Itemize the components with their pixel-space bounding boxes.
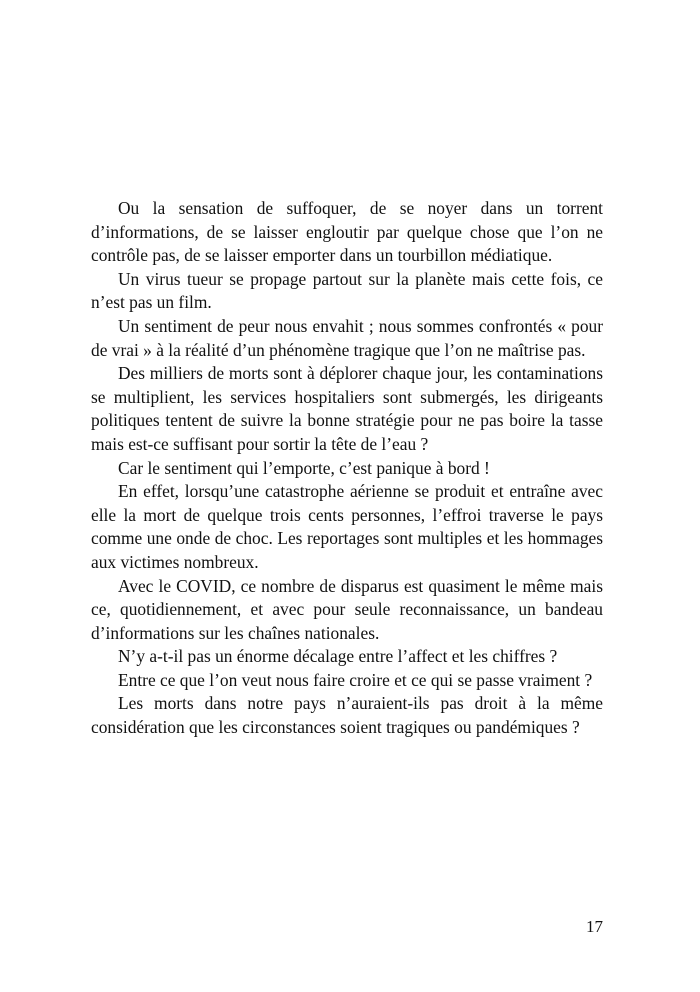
paragraph: N’y a-t-il pas un énorme décalage entre l’affect et les chiffres ? — [118, 646, 558, 667]
paragraph: Un sentiment de peur nous envahit ; nous sommes confrontés « pour de vrai » à la réalité d’un phénomène tragique que l’on ne maîtrise pas. — [91, 315, 603, 360]
page-number: 17 — [586, 917, 603, 936]
paragraph: Avec le COVID, ce nombre de disparus est quasiment le même mais ce, quotidiennement, et avec pour seule reconnaissance, un bandeau d’informations sur les chaînes nationales. — [91, 575, 603, 643]
body-text — [91, 197, 603, 740]
paragraph: Des milliers de morts sont à déplorer chaque jour, les contaminations se multiplient, les services hospitaliers sont submergés, les dirigeants politiques tentent de suivre la bonne stratégie pour ne pas boire la tasse mais est-ce suffisant pour sortir la tête de l’eau ? — [91, 363, 603, 454]
paragraph: En effet, lorsqu’une catastrophe aérienne se produit et entraîne avec elle la mort de quelque trois cents personnes, l’effroi traverse le pays comme une onde de choc. Les reportages sont multiples et les hommages aux victimes nombreux. — [91, 481, 603, 572]
paragraph: Les morts dans notre pays n’auraient-ils pas droit à la même considération que les circonstances soient tragiques ou pandémiques ? — [91, 693, 603, 738]
paragraph: Car le sentiment qui l’emporte, c’est panique à bord ! — [118, 457, 490, 478]
paragraph: Un virus tueur se propage partout sur la planète mais cette fois, ce n’est pas un film. — [91, 268, 603, 313]
paragraph: Entre ce que l’on veut nous faire croire et ce qui se passe vraiment ? — [118, 669, 593, 690]
paragraph: Ou la sensation de suffoquer, de se noyer dans un torrent d’informations, de se laisser engloutir par quelque chose que l’on ne contrôle pas, de se laisser emporter dans un tourbillon médiatique. — [91, 198, 603, 266]
